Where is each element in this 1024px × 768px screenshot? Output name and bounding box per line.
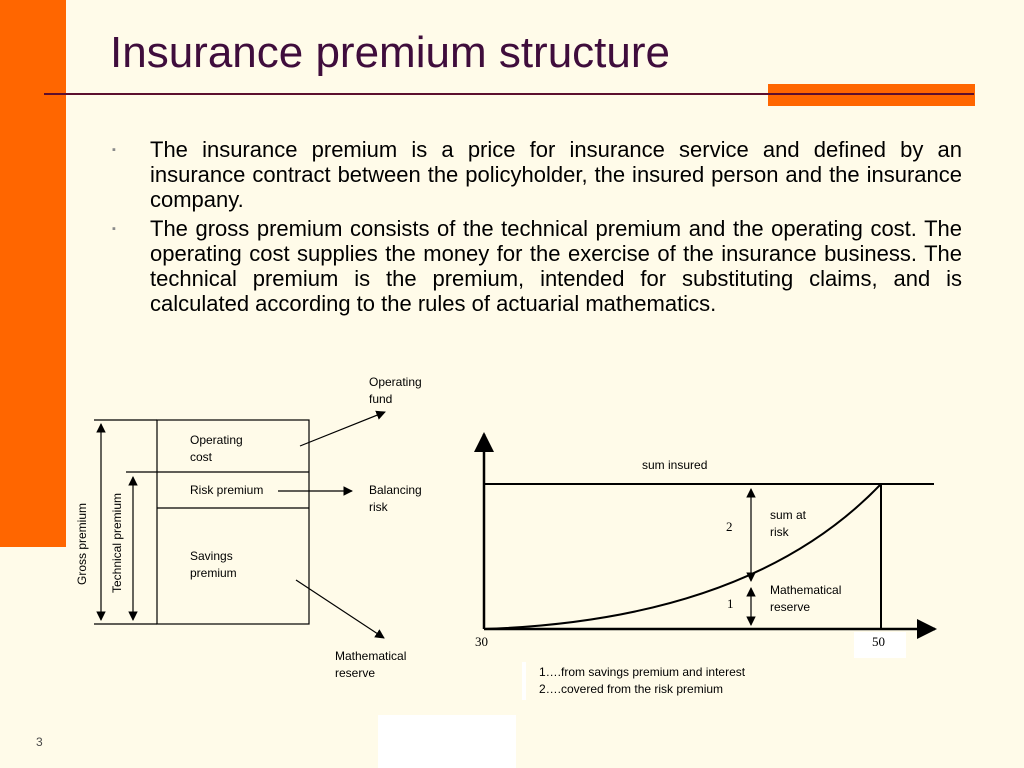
bullet-marker-icon: ▪ <box>112 223 116 235</box>
graph-x-start-label: 30 <box>475 634 488 649</box>
graph-note-2: 2….covered from the risk premium <box>539 682 724 696</box>
slide-title: Insurance premium structure <box>110 28 670 77</box>
bullet-text: The gross premium consists of the technical premium and the operating cost. The operating cost supplies the money for the exercise of the insurance business. The technical premium is the premium, intended for substituting claims, and is calculated according to the rules of actuarial mathematics. <box>150 216 962 316</box>
target-label-mathematical-reserve: Mathematical reserve <box>335 649 407 680</box>
slide-number: 3 <box>36 735 43 749</box>
bullet-text: The insurance premium is a price for insurance service and defined by an insurance contract between the policyholder, the insured person and the insurance company. <box>150 137 962 212</box>
graph-marker-1: 1 <box>727 596 734 611</box>
graph-x-end-label: 50 <box>872 634 885 649</box>
graph-label-mathematical-reserve: Mathematical reserve <box>770 583 842 614</box>
target-label-operating-fund: Operating fund <box>369 375 422 406</box>
graph-note-1: 1….from savings premium and interest <box>539 665 746 679</box>
graph-label-sum-at-risk: sum at risk <box>770 508 807 539</box>
target-label-balancing-risk: Balancing risk <box>369 483 422 514</box>
box-label-risk-premium: Risk premium <box>190 483 264 497</box>
graph-marker-2: 2 <box>726 519 733 534</box>
bullet-marker-icon: ▪ <box>112 144 116 156</box>
graph-label-sum-insured: sum insured <box>642 458 708 472</box>
box-label-operating-cost: Operating cost <box>190 433 243 464</box>
arrow-operating-fund <box>300 412 385 446</box>
technical-premium-bracket <box>126 472 157 620</box>
bracket-label-technical-premium: Technical premium <box>110 492 124 594</box>
reserve-graph <box>484 434 935 629</box>
bracket-label-gross-premium: Gross premium <box>75 502 89 586</box>
gross-premium-bracket <box>94 420 157 624</box>
box-label-savings-premium: Savings premium <box>190 549 237 580</box>
